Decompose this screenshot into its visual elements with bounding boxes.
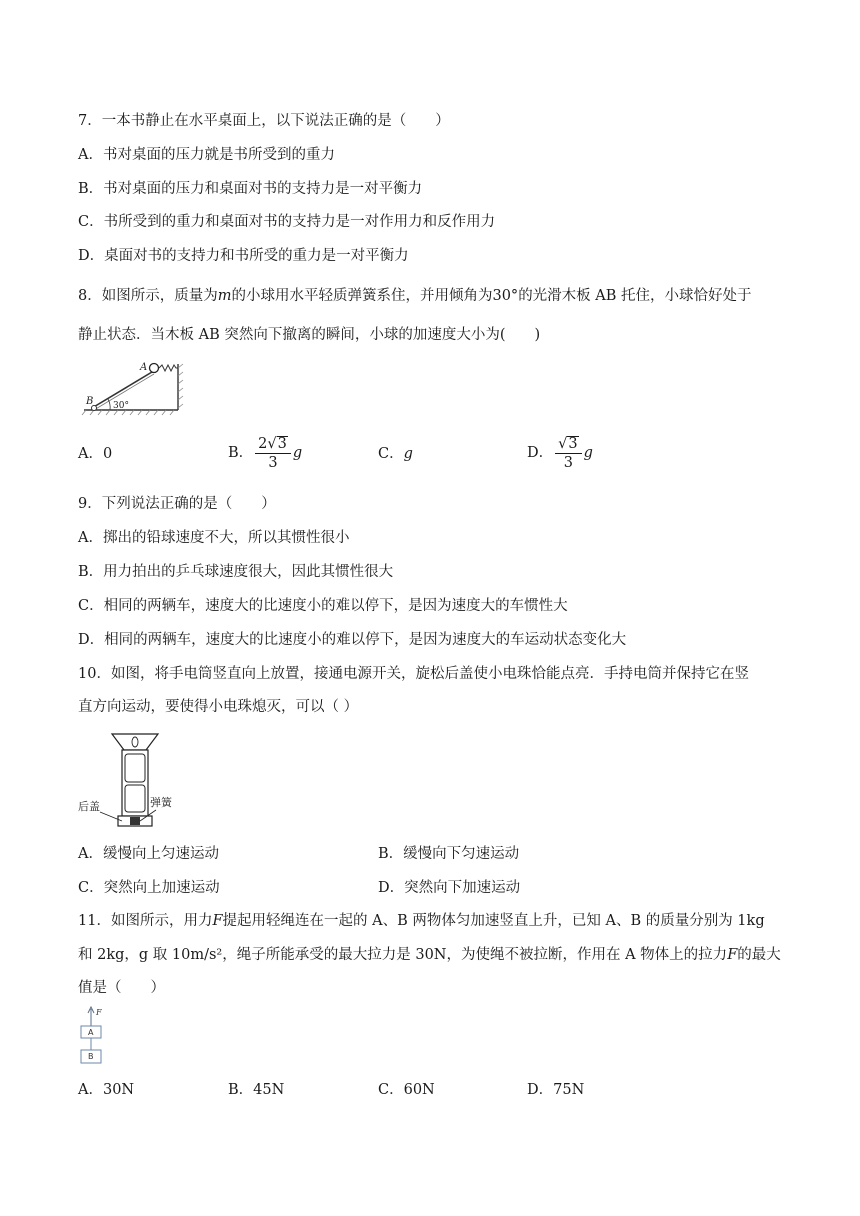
q8-figure (80, 358, 200, 416)
q10-fig-label-cap: 后盖 (78, 800, 100, 813)
q8-option-a: A．0 (78, 446, 113, 462)
q8-option-b-denominator: 3 (268, 454, 278, 471)
q11-fig-label-f: F (96, 1008, 102, 1017)
flashlight-diagram (78, 730, 188, 830)
q9-stem: 9．下列说法正确的是（ ） (78, 496, 276, 512)
q8-stem-line2: 静止状态．当木板 AB 突然向下撤离的瞬间，小球的加速度大小为( ) (78, 327, 541, 343)
q8-option-d-denominator: 3 (563, 454, 573, 471)
q8-option-b (228, 430, 302, 476)
q7-option-a: A．书对桌面的压力就是书所受到的重力 (78, 147, 335, 163)
q11-stem-line1 (78, 911, 765, 931)
q9-option-a: A．掷出的铅球速度不大，所以其惯性很小 (78, 530, 350, 546)
q11-force-symbol-2: F (727, 947, 738, 963)
q8-option-b-radicand: 3 (277, 435, 287, 452)
q11-force-symbol: F (212, 913, 223, 929)
q11-option-c: C．60N (378, 1082, 435, 1098)
incline-spring-diagram (80, 358, 200, 416)
q9-option-d: D．相同的两辆车，速度大的比速度小的难以停下，是因为速度大的车运动状态变化大 (78, 632, 627, 648)
two-block-diagram (78, 1006, 118, 1068)
q8-option-d-g: g (583, 445, 593, 461)
q11-option-d: D．75N (527, 1082, 585, 1098)
q8-stem-b: 的小球用水平轻质弹簧系住，并用倾角为 (231, 288, 493, 304)
q8-option-c (378, 444, 413, 464)
q10-option-d: D．突然向下加速运动 (378, 880, 521, 896)
q8-mass-symbol: m (217, 288, 232, 304)
q9-option-c: C．相同的两辆车，速度大的比速度小的难以停下，是因为速度大的车惯性大 (78, 598, 568, 614)
q8-stem-c: 的光滑木板 AB 托住，小球恰好处于 (518, 288, 752, 304)
q8-option-d (527, 430, 593, 476)
q11-stem-a: 11．如图所示，用力 (78, 913, 213, 929)
q8-option-b-coef: 2 (258, 435, 268, 452)
q11-stem-b: 提起用轻绳连在一起的 A、B 两物体匀加速竖直上升，已知 A、B 的质量分别为 1kg (222, 913, 765, 929)
q8-option-d-radicand: 3 (568, 435, 578, 452)
q11-option-b: B．45N (228, 1082, 285, 1098)
q8-fig-label-b: B (86, 396, 94, 407)
q10-option-b: B．缓慢向下匀速运动 (378, 846, 520, 862)
q11-stem-line2-text: 和 2kg，g 取 10m/s²，绳子所能承受的最大拉力是 30N，为使绳不被拉断，作用在 A 物体上的拉力 (78, 947, 728, 963)
q8-option-c-prefix: C． (378, 446, 404, 462)
q7-option-c: C．书所受到的重力和桌面对书的支持力是一对作用力和反作用力 (78, 214, 496, 230)
q10-stem-line2: 直方向运动，要使得小电珠熄灭，可以（ ） (78, 699, 359, 715)
q10-figure (78, 730, 188, 830)
q11-stem-line2 (78, 945, 781, 965)
q10-option-a: A．缓慢向上匀速运动 (78, 846, 219, 862)
q8-option-d-prefix: D． (527, 445, 554, 461)
q8-fig-label-a: A (140, 362, 148, 373)
q8-option-b-g: g (292, 445, 303, 461)
q9-option-b: B．用力拍出的乒乓球速度很大，因此其惯性很大 (78, 564, 394, 580)
q11-fig-label-b: B (88, 1052, 94, 1061)
q8-option-b-fraction: $\frac{2√3}{3}$ (255, 435, 291, 472)
q10-option-c: C．突然向上加速运动 (78, 880, 220, 896)
q8-option-c-g: g (403, 446, 413, 462)
q11-option-a: A．30N (78, 1082, 135, 1098)
q8-angle: 30° (492, 288, 519, 304)
q11-stem-line2-end: 的最大 (737, 947, 781, 963)
q8-option-b-prefix: B． (228, 445, 254, 461)
q7-stem: 7．一本书静止在水平桌面上，以下说法正确的是（ ） (78, 113, 450, 129)
q8-stem-line1 (78, 286, 752, 306)
q8-fig-angle-label: 30° (113, 401, 129, 411)
q11-fig-label-a: A (88, 1028, 94, 1037)
q10-fig-label-spring: 弹簧 (150, 796, 172, 809)
q10-stem-line1: 10．如图，将手电筒竖直向上放置，接通电源开关，旋松后盖使小电珠恰能点亮．手持电筒并保持它在竖 (78, 666, 749, 682)
q11-stem-line3: 值是（ ） (78, 980, 165, 996)
q8-option-d-fraction: $\frac{√3}{3}$ (555, 435, 581, 472)
q11-figure (78, 1006, 118, 1068)
q8-stem-a: 8．如图所示，质量为 (78, 288, 218, 304)
q7-option-b: B．书对桌面的压力和桌面对书的支持力是一对平衡力 (78, 181, 423, 197)
q7-option-d: D．桌面对书的支持力和书所受的重力是一对平衡力 (78, 248, 409, 264)
